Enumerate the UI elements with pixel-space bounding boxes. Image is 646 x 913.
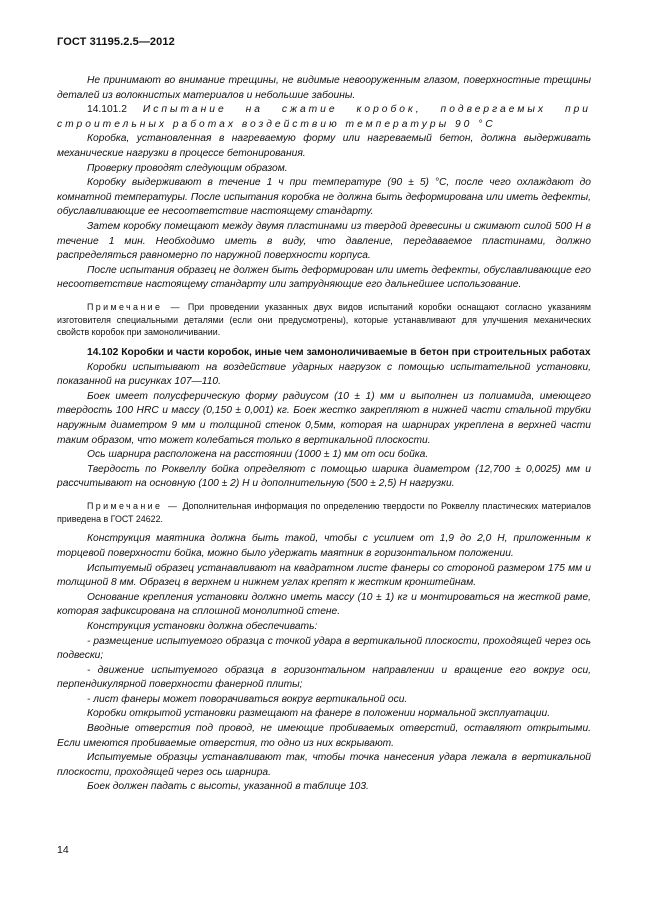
- page-number: 14: [57, 844, 69, 856]
- paragraph: Конструкция маятника должна быть такой, чтобы с усилием от 1,9 до 2,0 Н, приложенным к торцевой поверхности бойка, можно было удержать маятник в горизонтальном положении.: [57, 533, 591, 559]
- section-number: 14.102: [87, 347, 119, 359]
- document-header: ГОСТ 31195.2.5—2012: [57, 36, 175, 48]
- note: [57, 500, 591, 525]
- paragraph: Ось шарнира расположена на расстоянии (1000 ± 1) мм от оси бойка.: [87, 449, 429, 461]
- clause-title: Испытание на сжатие коробок, подвергаемых при строительных работах воздействию температуры 90 °С: [57, 104, 591, 130]
- note-text: Дополнительная информация по определению твердости по Роквеллу пластических материалов приведена в ГОСТ 24622.: [57, 500, 591, 524]
- note-label: Примечание —: [87, 500, 180, 511]
- paragraph: Проверку проводят следующим образом.: [87, 162, 288, 174]
- paragraph: После испытания образец не должен быть деформирован или иметь дефекты, обуславливающие его несоответствие настоящему стандарту или затрудняющие его дальнейшее использование.: [57, 264, 591, 291]
- clause-heading: [57, 103, 591, 132]
- section-title: Коробки и части коробок, иные чем замоноличиваемые в бетон при строительных работах: [121, 347, 591, 359]
- paragraph: Коробку выдерживают в течение 1 ч при температуре (90 ± 5) °С, после чего охлаждают до комнатной температуры. После испытания коробка не должна быть деформирована или иметь дефекты, обуславливающие ее несоответствие настоящему стандарту.: [57, 177, 591, 218]
- paragraph: Конструкция установки должна обеспечивать:: [87, 620, 318, 632]
- paragraph: Коробки испытывают на воздействие ударных нагрузок с помощью испытательной установки, показанной на рисунках 107—110.: [57, 361, 591, 388]
- paragraph: Коробки открытой установки размещают на фанере в положении нормальной эксплуатации.: [87, 708, 551, 720]
- note-label: Примечание —: [87, 301, 182, 312]
- note-text: При проведении указанных двух видов испытаний коробки оснащают согласно указаниям изготовителя специальными деталями (если они предусмотрены), которые устанавливают для улучшения механических свойств коробок при замоноличивании.: [57, 301, 591, 338]
- list-item: - лист фанеры может поворачиваться вокруг вертикальной оси.: [87, 693, 408, 705]
- paragraph: Боек должен падать с высоты, указанной в таблице 103.: [87, 781, 369, 793]
- paragraph: Основание крепления установки должно иметь массу (10 ± 1) кг и монтироваться на жесткой раме, которая зафиксирована на сплошной монолитной стене.: [57, 591, 591, 618]
- paragraph: Не принимают во внимание трещины, не видимые невооруженным глазом, поверхностные трещины деталей из волокнистых материалов и небольшие забоины.: [57, 75, 591, 101]
- paragraph: Вводные отверстия под провод, не имеющие пробиваемых отверстий, оставляют открытыми. Если имеются пробиваемые отверстия, то одно из них вскрывают.: [57, 723, 591, 749]
- document-body: [57, 74, 591, 795]
- clause-number: 14.101.2: [87, 104, 127, 116]
- paragraph: Коробка, установленная в нагреваемую форму или нагреваемый бетон, должна выдерживать механические нагрузки в процессе бетонирования.: [57, 133, 591, 159]
- list-item: - размещение испытуемого образца с точкой удара в вертикальной плоскости, проходящей через ось подвески;: [57, 635, 591, 662]
- paragraph: Испытуемые образцы устанавливают так, чтобы точка нанесения удара лежала в вертикальной плоскости, проходящей через ось шарнира.: [57, 752, 591, 778]
- note: [57, 301, 591, 339]
- paragraph: Затем коробку помещают между двумя пластинами из твердой древесины и сжимают силой 500 Н в течение 1 мин. Необходимо иметь в виду, что давление, передаваемое пластинами, должно распределяться равномерно по наружной поверхности корпуса.: [57, 220, 591, 262]
- paragraph: Испытуемый образец устанавливают на квадратном листе фанеры со стороной размером 175 мм и толщиной 8 мм. Образец в верхнем и нижнем углах крепят к жестким кронштейнам.: [57, 562, 591, 589]
- paragraph: Боек имеет полусферическую форму радиусом (10 ± 1) мм и выполнен из полиамида, имеющего твердость 100 HRC и массу (0,150 ± 0,001) кг. Боек жестко закрепляют в нижней части стальной трубки наружным диаметром 9 мм и толщиной стенок 0,5мм, которая на шарнирах укреплена в верхней части таким образом, что может колебаться только в вертикальной плоскости.: [57, 390, 591, 446]
- list-item: - движение испытуемого образца в горизонтальном направлении и вращение его вокруг оси, перпендикулярной поверхности фанерной плиты;: [57, 664, 591, 691]
- paragraph: Твердость по Роквеллу бойка определяют с помощью шарика диаметром (12,700 ± 0,0025) мм и рассчитывают на основную (100 ± 2) Н и дополнительную (500 ± 2,5) Н нагрузки.: [57, 463, 591, 490]
- section-heading: [57, 346, 591, 361]
